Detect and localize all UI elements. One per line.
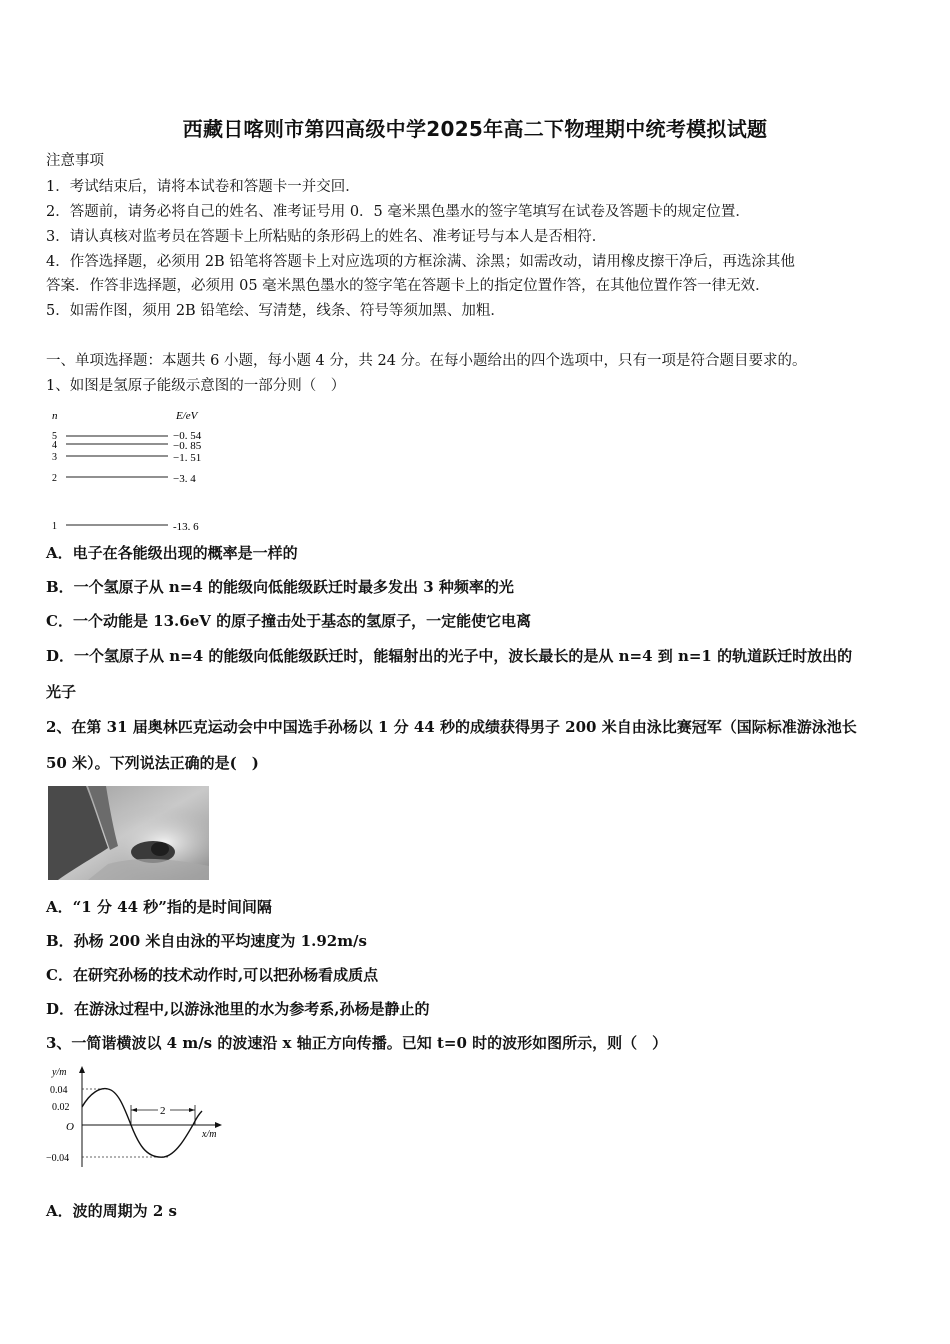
svg-text:-13. 6: -13. 6 (173, 521, 199, 533)
q1-stem: 1、如图是氢原子能级示意图的一部分则（ ） (46, 378, 346, 394)
q1-option-b: B．一个氢原子从 n=4 的能级向低能级跃迁时最多发出 3 种频率的光 (46, 578, 514, 596)
origin-label: O (66, 1121, 74, 1133)
q2-stem: 2、在第 31 届奥林匹克运动会中中国选手孙杨以 1 分 44 秒的成绩获得男子 200 米自由泳比赛冠军（国际标准游泳池长 (46, 718, 857, 736)
svg-text:2: 2 (52, 473, 57, 484)
svg-text:1: 1 (52, 521, 57, 532)
y-tick-label: −0.04 (46, 1153, 70, 1164)
wave-curve (82, 1089, 202, 1158)
svg-text:4: 4 (52, 440, 57, 451)
q1-option-d-cont: 光子 (46, 683, 77, 701)
notice-item: 2．答题前，请务必将自己的姓名、准考证号用 0．5 毫米黑色墨水的签字笔填写在试卷及答题卡的规定位置． (46, 204, 750, 220)
e-header: E/eV (176, 410, 198, 422)
q2-option-d: D．在游泳过程中,以游泳池里的水为参考系,孙杨是静止的 (46, 1000, 430, 1018)
span-label: 2 (160, 1105, 166, 1117)
notice-item: 答案．作答非选择题，必须用 05 毫米黑色墨水的签字笔在答题卡上的指定位置作答，在其他位置作答一律无效． (46, 278, 770, 294)
swimmer-photo (48, 786, 209, 880)
y-tick-label: 0.04 (50, 1085, 68, 1096)
svg-text:−0. 85: −0. 85 (173, 440, 202, 452)
n-header: n (52, 410, 58, 422)
page-title: 西藏日喀则市第四高级中学2025年高二下物理期中统考模拟试题 (182, 117, 768, 141)
y-tick-label: 0.02 (52, 1102, 70, 1113)
span-arrow-right (189, 1108, 195, 1112)
q2-option-b: B．孙杨 200 米自由泳的平均速度为 1.92m/s (46, 932, 367, 950)
level-1 (52, 521, 199, 533)
x-axis-arrow (215, 1122, 222, 1128)
y-axis-label: y/m (52, 1067, 67, 1078)
svg-text:−0. 54: −0. 54 (173, 430, 202, 442)
q1-option-c: C．一个动能是 13.6eV 的原子撞击处于基态的氢原子，一定能使它电离 (46, 612, 532, 630)
svg-text:5: 5 (52, 431, 57, 442)
q3-stem: 3、一简谐横波以 4 m/s 的波速沿 x 轴正方向传播。已知 t=0 时的波形如图所示，则（ ） (46, 1034, 668, 1052)
level-2 (52, 473, 196, 485)
q2-stem-cont: 50 米）。下列说法正确的是( ) (46, 754, 259, 772)
q1-option-a: A．电子在各能级出现的概率是一样的 (46, 544, 298, 562)
notice-item: 5．如需作图，须用 2B 铅笔绘、写清楚，线条、符号等须加黑、加粗． (46, 303, 505, 319)
level-4 (52, 440, 202, 452)
notice-heading: 注意事项 (46, 153, 104, 169)
q1-option-d: D．一个氢原子从 n=4 的能级向低能级跃迁时，能辐射出的光子中，波长最长的是从 n=4 到 n=1 的轨道跃迁时放出的 (46, 647, 853, 665)
energy-level-diagram (46, 405, 236, 535)
y-axis-arrow (79, 1066, 85, 1073)
svg-text:−3. 4: −3. 4 (173, 473, 196, 485)
x-axis-label: x/m (202, 1129, 217, 1140)
q2-option-a: A．“1 分 44 秒”指的是时间间隔 (46, 898, 272, 916)
svg-text:−1. 51: −1. 51 (173, 452, 202, 464)
wave-graph (46, 1063, 236, 1173)
q2-option-c: C．在研究孙杨的技术动作时,可以把孙杨看成质点 (46, 966, 379, 984)
notice-item: 4．作答选择题，必须用 2B 铅笔将答题卡上对应选项的方框涂满、涂黑；如需改动，请用橡皮擦干净后，再选涂其他 (46, 254, 795, 270)
notice-item: 1．考试结束后，请将本试卷和答题卡一并交回． (46, 179, 360, 195)
span-arrow-left (131, 1108, 137, 1112)
q3-option-a: A．波的周期为 2 s (46, 1202, 177, 1220)
section-heading: 一、单项选择题：本题共 6 小题，每小题 4 分，共 24 分。在每小题给出的四个选项中，只有一项是符合题目要求的。 (46, 353, 807, 369)
level-3 (52, 452, 201, 464)
svg-text:3: 3 (52, 452, 57, 463)
notice-item: 3．请认真核对监考员在答题卡上所粘贴的条形码上的姓名、准考证号与本人是否相符． (46, 229, 607, 245)
